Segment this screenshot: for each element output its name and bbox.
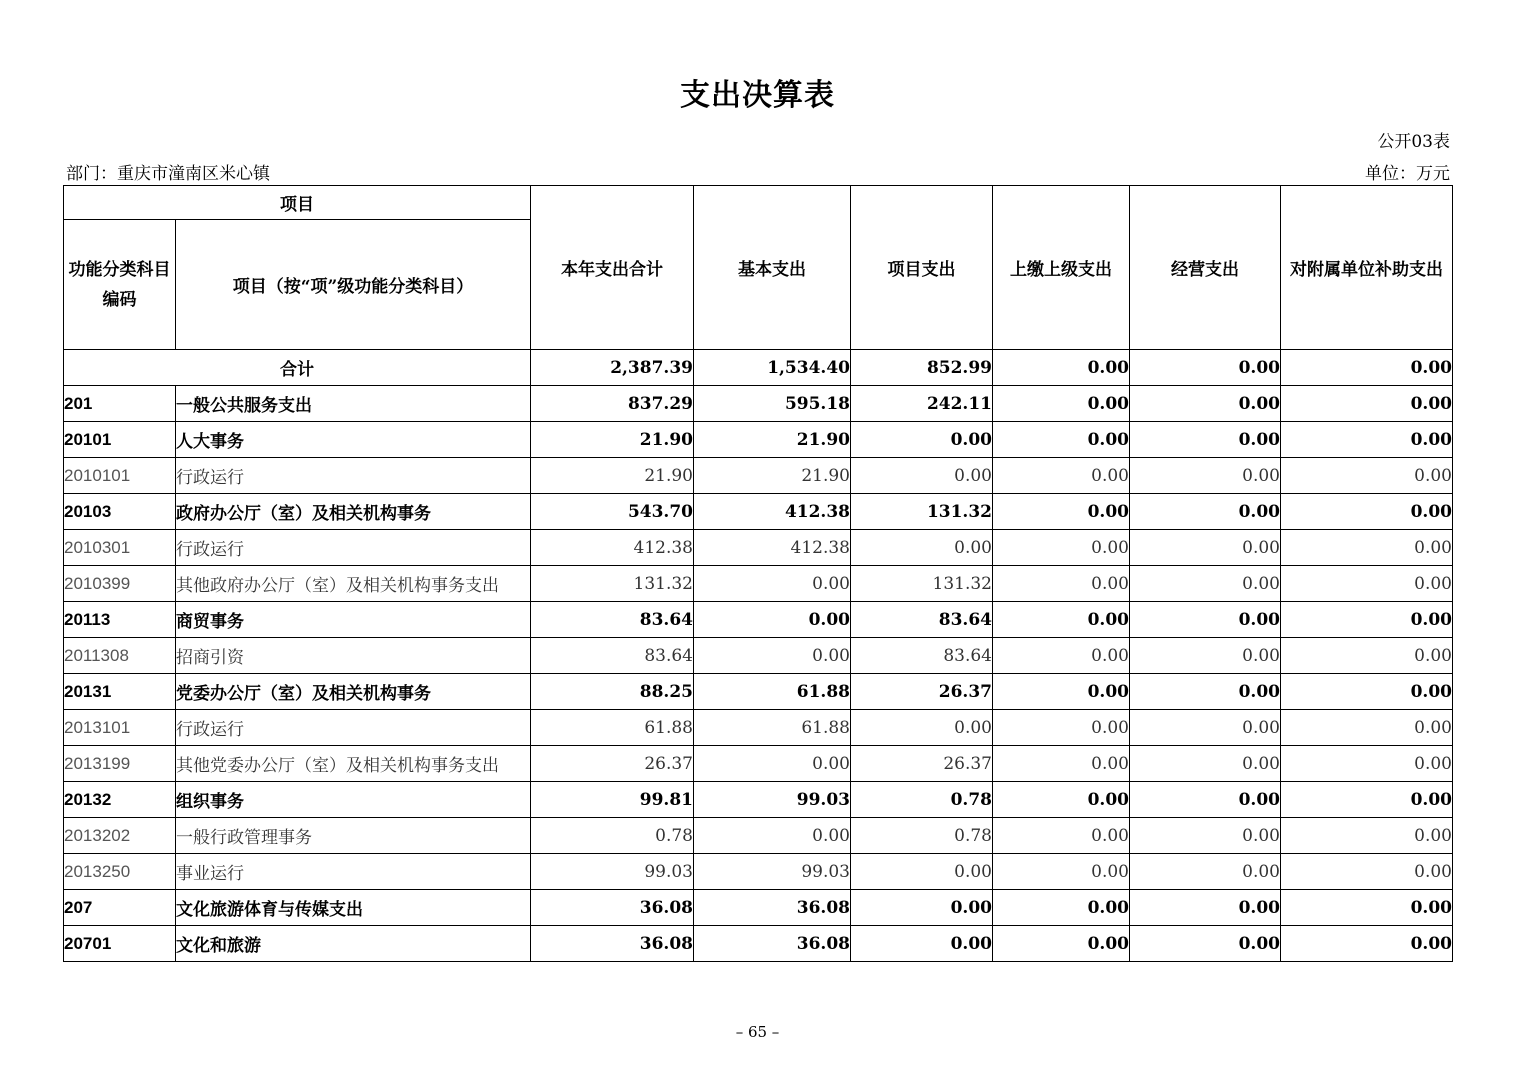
row-value: 0.00 bbox=[993, 386, 1130, 422]
row-value: 26.37 bbox=[531, 746, 694, 782]
row-code: 207 bbox=[64, 890, 176, 926]
table-row bbox=[64, 530, 1453, 566]
row-code: 201 bbox=[64, 386, 176, 422]
row-name: 招商引资 bbox=[176, 638, 531, 674]
header-name: 项目（按“项”级功能分类科目） bbox=[176, 220, 531, 350]
row-value: 0.00 bbox=[1130, 746, 1281, 782]
total-value: 852.99 bbox=[851, 350, 993, 386]
row-value: 0.00 bbox=[1281, 530, 1453, 566]
row-value: 21.90 bbox=[531, 458, 694, 494]
row-value: 0.00 bbox=[1130, 854, 1281, 890]
row-value: 242.11 bbox=[851, 386, 993, 422]
row-value: 21.90 bbox=[694, 422, 851, 458]
row-name: 党委办公厅（室）及相关机构事务 bbox=[176, 674, 531, 710]
unit-label: 单位：万元 bbox=[1365, 164, 1450, 184]
row-value: 0.00 bbox=[851, 530, 993, 566]
total-value: 1,534.40 bbox=[694, 350, 851, 386]
row-name: 其他政府办公厅（室）及相关机构事务支出 bbox=[176, 566, 531, 602]
row-value: 412.38 bbox=[694, 530, 851, 566]
row-value: 0.78 bbox=[851, 782, 993, 818]
row-value: 0.00 bbox=[1130, 890, 1281, 926]
page-number: – 65 – bbox=[735, 1023, 780, 1041]
row-value: 36.08 bbox=[531, 926, 694, 962]
row-code: 2011308 bbox=[64, 638, 176, 674]
row-value: 0.00 bbox=[851, 854, 993, 890]
row-value: 0.00 bbox=[851, 422, 993, 458]
row-value: 0.00 bbox=[993, 710, 1130, 746]
total-value: 0.00 bbox=[993, 350, 1130, 386]
row-name: 政府办公厅（室）及相关机构事务 bbox=[176, 494, 531, 530]
row-value: 0.00 bbox=[1130, 566, 1281, 602]
row-value: 26.37 bbox=[851, 746, 993, 782]
row-value: 26.37 bbox=[851, 674, 993, 710]
row-value: 412.38 bbox=[694, 494, 851, 530]
total-label: 合计 bbox=[64, 350, 531, 386]
row-value: 0.00 bbox=[851, 926, 993, 962]
row-value: 0.00 bbox=[1281, 782, 1453, 818]
row-value: 0.00 bbox=[993, 674, 1130, 710]
row-value: 0.00 bbox=[1281, 422, 1453, 458]
row-value: 0.00 bbox=[993, 422, 1130, 458]
row-value: 0.00 bbox=[1130, 818, 1281, 854]
row-name: 事业运行 bbox=[176, 854, 531, 890]
row-name: 商贸事务 bbox=[176, 602, 531, 638]
row-value: 61.88 bbox=[531, 710, 694, 746]
table-row bbox=[64, 746, 1453, 782]
row-value: 99.03 bbox=[694, 854, 851, 890]
header-code: 功能分类科目编码 bbox=[64, 220, 176, 350]
row-name: 文化和旅游 bbox=[176, 926, 531, 962]
table-row bbox=[64, 818, 1453, 854]
row-value: 0.00 bbox=[993, 890, 1130, 926]
row-value: 0.00 bbox=[1281, 854, 1453, 890]
row-value: 543.70 bbox=[531, 494, 694, 530]
row-value: 0.00 bbox=[1130, 458, 1281, 494]
table-row bbox=[64, 422, 1453, 458]
header-basic: 基本支出 bbox=[694, 186, 851, 350]
row-value: 131.32 bbox=[851, 494, 993, 530]
row-value: 0.00 bbox=[694, 602, 851, 638]
table-row bbox=[64, 854, 1453, 890]
row-value: 0.00 bbox=[993, 818, 1130, 854]
row-value: 0.00 bbox=[993, 566, 1130, 602]
row-value: 83.64 bbox=[851, 602, 993, 638]
row-code: 20101 bbox=[64, 422, 176, 458]
page-title: 支出决算表 bbox=[680, 78, 835, 113]
row-value: 0.00 bbox=[1130, 782, 1281, 818]
total-value: 2,387.39 bbox=[531, 350, 694, 386]
row-value: 0.00 bbox=[1281, 818, 1453, 854]
row-value: 21.90 bbox=[694, 458, 851, 494]
row-value: 0.00 bbox=[1281, 458, 1453, 494]
header-upper: 上缴上级支出 bbox=[993, 186, 1130, 350]
header-operating: 经营支出 bbox=[1130, 186, 1281, 350]
row-value: 0.00 bbox=[1130, 422, 1281, 458]
table-row bbox=[64, 890, 1453, 926]
total-value: 0.00 bbox=[1281, 350, 1453, 386]
row-value: 412.38 bbox=[531, 530, 694, 566]
table-row bbox=[64, 710, 1453, 746]
row-value: 0.00 bbox=[1281, 746, 1453, 782]
row-name: 其他党委办公厅（室）及相关机构事务支出 bbox=[176, 746, 531, 782]
row-value: 36.08 bbox=[531, 890, 694, 926]
row-value: 131.32 bbox=[851, 566, 993, 602]
row-code: 2010399 bbox=[64, 566, 176, 602]
row-value: 595.18 bbox=[694, 386, 851, 422]
header-total: 本年支出合计 bbox=[531, 186, 694, 350]
row-value: 0.00 bbox=[1281, 566, 1453, 602]
row-value: 0.00 bbox=[993, 602, 1130, 638]
row-value: 0.00 bbox=[993, 530, 1130, 566]
row-value: 0.00 bbox=[993, 458, 1130, 494]
header-project-expense: 项目支出 bbox=[851, 186, 993, 350]
row-value: 83.64 bbox=[531, 638, 694, 674]
row-value: 0.00 bbox=[1281, 926, 1453, 962]
row-value: 0.78 bbox=[851, 818, 993, 854]
row-value: 99.81 bbox=[531, 782, 694, 818]
row-code: 2013199 bbox=[64, 746, 176, 782]
row-value: 0.00 bbox=[1130, 926, 1281, 962]
row-value: 0.00 bbox=[1281, 710, 1453, 746]
row-value: 0.00 bbox=[1281, 602, 1453, 638]
table-row bbox=[64, 494, 1453, 530]
row-value: 0.00 bbox=[993, 782, 1130, 818]
row-value: 0.00 bbox=[1130, 386, 1281, 422]
row-value: 0.00 bbox=[993, 854, 1130, 890]
row-value: 0.00 bbox=[1130, 602, 1281, 638]
row-value: 0.00 bbox=[851, 458, 993, 494]
row-name: 人大事务 bbox=[176, 422, 531, 458]
row-code: 20701 bbox=[64, 926, 176, 962]
header-project: 项目 bbox=[64, 186, 531, 220]
row-value: 0.00 bbox=[993, 746, 1130, 782]
row-value: 0.00 bbox=[851, 890, 993, 926]
row-code: 20103 bbox=[64, 494, 176, 530]
table-row bbox=[64, 674, 1453, 710]
table-row bbox=[64, 926, 1453, 962]
row-value: 88.25 bbox=[531, 674, 694, 710]
row-value: 0.78 bbox=[531, 818, 694, 854]
table-row bbox=[64, 638, 1453, 674]
row-name: 一般公共服务支出 bbox=[176, 386, 531, 422]
row-value: 61.88 bbox=[694, 674, 851, 710]
row-value: 131.32 bbox=[531, 566, 694, 602]
table-code: 公开03表 bbox=[1377, 132, 1450, 152]
row-value: 83.64 bbox=[851, 638, 993, 674]
row-value: 837.29 bbox=[531, 386, 694, 422]
row-name: 组织事务 bbox=[176, 782, 531, 818]
row-code: 2013250 bbox=[64, 854, 176, 890]
table-row bbox=[64, 386, 1453, 422]
row-code: 2010101 bbox=[64, 458, 176, 494]
table-row bbox=[64, 602, 1453, 638]
row-value: 99.03 bbox=[531, 854, 694, 890]
row-value: 0.00 bbox=[1281, 638, 1453, 674]
row-value: 0.00 bbox=[694, 818, 851, 854]
row-value: 0.00 bbox=[1130, 710, 1281, 746]
row-value: 0.00 bbox=[1281, 494, 1453, 530]
expenditure-table bbox=[63, 185, 1453, 962]
row-name: 行政运行 bbox=[176, 710, 531, 746]
row-value: 61.88 bbox=[694, 710, 851, 746]
row-value: 0.00 bbox=[1130, 494, 1281, 530]
row-value: 0.00 bbox=[851, 710, 993, 746]
row-value: 0.00 bbox=[1130, 530, 1281, 566]
row-value: 0.00 bbox=[1281, 674, 1453, 710]
row-value: 36.08 bbox=[694, 890, 851, 926]
table-row bbox=[64, 458, 1453, 494]
row-value: 99.03 bbox=[694, 782, 851, 818]
row-value: 0.00 bbox=[1281, 386, 1453, 422]
row-value: 0.00 bbox=[993, 926, 1130, 962]
table-row bbox=[64, 566, 1453, 602]
row-value: 0.00 bbox=[1130, 638, 1281, 674]
row-code: 20131 bbox=[64, 674, 176, 710]
row-value: 0.00 bbox=[993, 494, 1130, 530]
row-value: 0.00 bbox=[1130, 674, 1281, 710]
row-value: 0.00 bbox=[694, 638, 851, 674]
row-name: 行政运行 bbox=[176, 458, 531, 494]
row-value: 0.00 bbox=[1281, 890, 1453, 926]
total-row bbox=[64, 350, 1453, 386]
row-code: 2013101 bbox=[64, 710, 176, 746]
row-value: 0.00 bbox=[694, 566, 851, 602]
header-subsidiary: 对附属单位补助支出 bbox=[1281, 186, 1453, 350]
row-value: 21.90 bbox=[531, 422, 694, 458]
row-name: 文化旅游体育与传媒支出 bbox=[176, 890, 531, 926]
table-row bbox=[64, 782, 1453, 818]
row-value: 83.64 bbox=[531, 602, 694, 638]
row-code: 2013202 bbox=[64, 818, 176, 854]
row-code: 20132 bbox=[64, 782, 176, 818]
department-label: 部门：重庆市潼南区米心镇 bbox=[66, 164, 270, 184]
total-value: 0.00 bbox=[1130, 350, 1281, 386]
row-code: 20113 bbox=[64, 602, 176, 638]
row-value: 36.08 bbox=[694, 926, 851, 962]
row-value: 0.00 bbox=[993, 638, 1130, 674]
row-code: 2010301 bbox=[64, 530, 176, 566]
row-name: 一般行政管理事务 bbox=[176, 818, 531, 854]
row-name: 行政运行 bbox=[176, 530, 531, 566]
row-value: 0.00 bbox=[694, 746, 851, 782]
